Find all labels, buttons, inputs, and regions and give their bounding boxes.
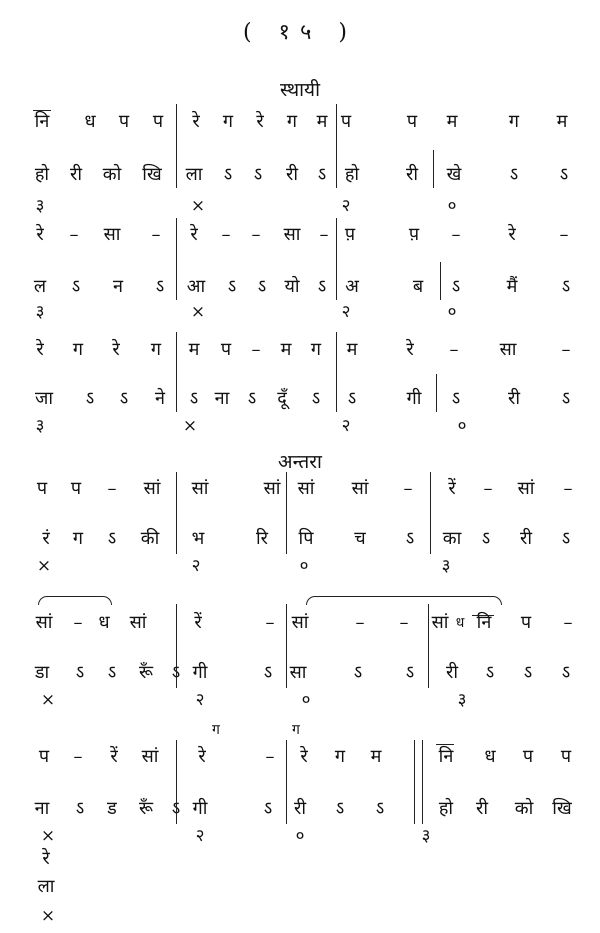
swar-note: – xyxy=(563,612,573,633)
swar-note: नि xyxy=(476,612,492,633)
bol-syllable: ना xyxy=(214,388,230,409)
swar-note: ग xyxy=(508,111,520,132)
tal-mark: २ xyxy=(195,826,205,846)
bol-syllable: ऽ xyxy=(509,164,519,185)
tal-mark: ३ xyxy=(441,556,451,576)
bol-syllable: ऽ xyxy=(451,388,461,409)
swar-note: सा xyxy=(283,224,301,245)
bol-syllable: ऽ xyxy=(227,276,237,297)
swar-note: रे xyxy=(192,111,200,132)
bol-syllable: रि xyxy=(255,528,269,549)
sthayi-line-3-bol xyxy=(0,384,600,414)
tal-mark: ० xyxy=(447,196,457,216)
tal-mark: × xyxy=(182,416,198,436)
swar-note: सां xyxy=(141,746,159,767)
vibhag-bar xyxy=(433,150,434,188)
bol-syllable: ऽ xyxy=(317,276,327,297)
swar-note: रे xyxy=(198,746,206,767)
swar-note: रे xyxy=(300,746,308,767)
vibhag-bar xyxy=(336,218,337,300)
bol-syllable: ऽ xyxy=(523,662,533,683)
sthayi-line-1-swar xyxy=(0,107,600,137)
kan-swar-above: ग xyxy=(212,722,220,738)
bol-syllable: न xyxy=(113,276,123,297)
bol-syllable: डा xyxy=(34,662,50,683)
swar-note: – xyxy=(73,746,83,767)
antara-line-3-swar xyxy=(0,742,600,772)
bol-syllable: को xyxy=(102,164,122,185)
bol-syllable: रूँ xyxy=(139,798,153,819)
swar-note: रे xyxy=(190,224,198,245)
bol-syllable: ऽ xyxy=(451,276,461,297)
swar-note: रे xyxy=(406,339,414,360)
bol-syllable: ऽ xyxy=(317,164,327,185)
swar-note: – xyxy=(151,224,161,245)
tal-mark: × xyxy=(190,302,206,322)
sthayi-line-3-swar xyxy=(0,335,600,365)
swar-note: ध xyxy=(484,746,496,767)
swar-note: ग xyxy=(150,339,162,360)
vibhag-bar xyxy=(176,740,177,824)
bol-syllable: ऽ xyxy=(405,528,415,549)
swar-note: – xyxy=(107,478,117,499)
swar-note: ग xyxy=(286,111,298,132)
bol-syllable: ऽ xyxy=(257,276,267,297)
bol-syllable: ऽ xyxy=(119,388,129,409)
vibhag-bar xyxy=(176,604,177,688)
bol-syllable: ऽ xyxy=(263,798,273,819)
bol-syllable: री xyxy=(293,798,307,819)
swar-note: – xyxy=(449,339,459,360)
bol-syllable: ड xyxy=(107,798,117,819)
vibhag-bar xyxy=(176,218,177,300)
sthayi-line-2-tal xyxy=(0,302,600,322)
swar-note: सां xyxy=(297,478,315,499)
swar-note: – xyxy=(483,478,493,499)
bol-syllable: ऽ xyxy=(335,798,345,819)
bol-syllable: ऽ xyxy=(155,276,165,297)
bol-syllable: ऽ xyxy=(375,798,385,819)
tal-mark: × xyxy=(40,690,56,710)
swar-note: नि xyxy=(34,111,50,132)
tal-mark: × xyxy=(36,556,52,576)
section-title-antara: अन्तरा xyxy=(278,451,322,473)
swar-note: – xyxy=(355,612,365,633)
bol-syllable: जा xyxy=(34,388,54,409)
swar-note: सां xyxy=(431,612,449,633)
tal-mark: ० xyxy=(457,416,467,436)
antara-line-2-swar xyxy=(0,608,600,638)
bol-syllable: री xyxy=(475,798,489,819)
bol-syllable: ऽ xyxy=(561,528,571,549)
swar-note: – xyxy=(559,224,569,245)
bol-syllable: यो xyxy=(284,276,300,297)
swar-note: सा xyxy=(103,224,121,245)
tal-mark: ३ xyxy=(35,196,45,216)
swar-note: – xyxy=(73,612,83,633)
sthayi-line-3-tal xyxy=(0,416,600,436)
bol-syllable: ऽ xyxy=(263,662,273,683)
bol-syllable: री xyxy=(405,164,419,185)
swar-note: रे xyxy=(42,848,50,869)
bol-syllable: आ xyxy=(186,276,206,297)
bol-syllable: ऽ xyxy=(247,388,257,409)
swar-note: ध xyxy=(98,612,110,633)
swar-note: सां xyxy=(191,478,209,499)
bol-syllable: ऽ xyxy=(71,276,81,297)
vibhag-bar xyxy=(176,472,177,554)
swar-note: प़ xyxy=(408,224,420,245)
vibhag-bar xyxy=(428,604,429,688)
sthayi-line-2-bol xyxy=(0,272,600,302)
tal-mark: ३ xyxy=(35,302,45,322)
swar-note: प xyxy=(36,478,48,499)
bol-syllable: ऽ xyxy=(561,388,571,409)
antara-line-1-bol xyxy=(0,524,600,554)
swar-note: म xyxy=(370,746,382,767)
bol-syllable: को xyxy=(514,798,534,819)
swar-note: रे xyxy=(508,224,516,245)
bol-syllable: दूँ xyxy=(277,388,287,409)
bol-syllable: गी xyxy=(192,662,208,683)
meend-arc xyxy=(38,596,112,605)
swar-note: ग xyxy=(334,746,346,767)
swar-note: – xyxy=(399,612,409,633)
bol-syllable: गी xyxy=(406,388,422,409)
tal-mark: ० xyxy=(295,826,305,846)
swar-note: रे xyxy=(36,339,44,360)
antara-line-1-swar xyxy=(0,474,600,504)
bol-syllable: हो xyxy=(34,164,50,185)
bol-syllable: खि xyxy=(142,164,162,185)
bol-syllable: ऽ xyxy=(75,798,85,819)
swar-note: – xyxy=(251,339,261,360)
swar-note: ग xyxy=(222,111,234,132)
antara-line-3-tal xyxy=(0,826,600,846)
bol-syllable: ऽ xyxy=(107,528,117,549)
swar-note: म xyxy=(316,111,328,132)
tal-mark: ० xyxy=(447,302,457,322)
vibhag-bar xyxy=(336,104,337,188)
swar-note: – xyxy=(251,224,261,245)
bol-syllable: री xyxy=(285,164,299,185)
bol-syllable: री xyxy=(519,528,533,549)
vibhag-bar xyxy=(440,262,441,300)
swar-note: म xyxy=(346,339,358,360)
swar-note: प xyxy=(560,746,572,767)
bol-syllable: री xyxy=(445,662,459,683)
swar-note: रे xyxy=(36,224,44,245)
sthayi-line-1-tal xyxy=(0,196,600,216)
swar-note: सां xyxy=(35,612,53,633)
swar-note: सां xyxy=(129,612,147,633)
antara-line-3-bol xyxy=(0,794,600,824)
bol-syllable: ब xyxy=(412,276,424,297)
swar-note: ग xyxy=(310,339,322,360)
bol-syllable: भ xyxy=(191,528,205,549)
page-number: ( १५ ) xyxy=(242,20,358,45)
swar-note: सा xyxy=(499,339,517,360)
swar-note: – xyxy=(69,224,79,245)
tal-mark: × xyxy=(40,826,56,846)
swar-note: प xyxy=(340,111,352,132)
swar-note: सां xyxy=(143,478,161,499)
swar-note: म xyxy=(446,111,458,132)
kan-swar: ध xyxy=(455,615,465,631)
tal-mark: ३ xyxy=(35,416,45,436)
swar-note: प xyxy=(522,746,534,767)
bol-syllable: गी xyxy=(192,798,208,819)
bol-syllable: ऽ xyxy=(559,164,569,185)
bol-syllable: खि xyxy=(552,798,572,819)
bol-syllable: च xyxy=(354,528,366,549)
vibhag-bar xyxy=(430,472,431,554)
bol-syllable: हो xyxy=(438,798,454,819)
vibhag-bar xyxy=(286,604,287,688)
swar-note: म xyxy=(556,111,568,132)
vibhag-bar xyxy=(436,374,437,412)
antara-line-1-tal xyxy=(0,556,600,576)
vibhag-bar xyxy=(414,740,415,824)
swar-note: – xyxy=(563,478,573,499)
ending-bol-row xyxy=(0,874,600,900)
vibhag-bar xyxy=(176,104,177,188)
bol-syllable: रं xyxy=(42,528,50,549)
swar-note: प़ xyxy=(344,224,356,245)
ending-swar-row xyxy=(0,846,600,872)
bol-syllable: ऽ xyxy=(85,388,95,409)
bol-syllable: ऽ xyxy=(171,798,181,819)
bol-syllable: ऽ xyxy=(311,388,321,409)
swar-note: प xyxy=(118,111,130,132)
bol-syllable: री xyxy=(507,388,521,409)
bol-syllable: ऽ xyxy=(561,276,571,297)
bol-syllable: ला xyxy=(185,164,203,185)
swar-note: – xyxy=(403,478,413,499)
tal-mark: × xyxy=(190,196,206,216)
swar-note: प xyxy=(70,478,82,499)
bol-syllable: हो xyxy=(344,164,360,185)
swar-note: सां xyxy=(291,612,309,633)
vibhag-bar xyxy=(336,332,337,412)
bol-syllable: ना xyxy=(34,798,50,819)
kan-swar-above: ग xyxy=(292,722,300,738)
swar-note: प xyxy=(406,111,418,132)
bol-syllable: ऽ xyxy=(353,662,363,683)
bol-syllable: रूँ xyxy=(139,662,153,683)
bol-syllable: मैं xyxy=(506,276,518,297)
bol-syllable: ऽ xyxy=(561,662,571,683)
tal-mark: २ xyxy=(341,416,351,436)
tal-mark: × xyxy=(40,906,56,926)
bol-syllable: की xyxy=(140,528,160,549)
bol-syllable: पि xyxy=(298,528,314,549)
tal-mark: २ xyxy=(191,556,201,576)
meend-arc xyxy=(306,596,502,605)
swar-note: – xyxy=(319,224,329,245)
swar-note: प xyxy=(38,746,50,767)
sthayi-line-1-bol xyxy=(0,160,600,190)
swar-note: रें xyxy=(448,478,456,499)
vibhag-bar xyxy=(286,472,287,554)
bol-syllable: ऽ xyxy=(189,388,199,409)
tal-mark: ० xyxy=(299,556,309,576)
bol-syllable: ऽ xyxy=(171,662,181,683)
bol-syllable: अ xyxy=(345,276,359,297)
tal-mark: २ xyxy=(195,690,205,710)
antara-line-2-tal xyxy=(0,690,600,710)
swar-note: रे xyxy=(256,111,264,132)
tal-mark: ३ xyxy=(421,826,431,846)
section-title-sthayi: स्थायी xyxy=(279,79,320,101)
bol-syllable: खे xyxy=(446,164,462,185)
swar-note: रें xyxy=(110,746,118,767)
swar-note: ग xyxy=(72,339,84,360)
swar-note: म xyxy=(280,339,292,360)
bol-syllable: ऽ xyxy=(223,164,233,185)
bol-syllable: ऽ xyxy=(253,164,263,185)
bol-syllable: री xyxy=(69,164,83,185)
vibhag-bar xyxy=(176,332,177,412)
bol-syllable: ऽ xyxy=(75,662,85,683)
bol-syllable: ऽ xyxy=(485,662,495,683)
sthayi-line-2-swar xyxy=(0,220,600,250)
swar-note: – xyxy=(265,612,275,633)
bol-syllable: ऽ xyxy=(347,388,357,409)
swar-note: – xyxy=(561,339,571,360)
bol-syllable: ऽ xyxy=(107,662,117,683)
swar-note: – xyxy=(451,224,461,245)
swar-note: प xyxy=(520,612,532,633)
swar-note: नि xyxy=(438,746,454,767)
swar-note: सां xyxy=(517,478,535,499)
swar-note: प xyxy=(220,339,232,360)
bol-syllable: ऽ xyxy=(481,528,491,549)
swar-note: रें xyxy=(194,612,202,633)
swar-note: – xyxy=(221,224,231,245)
bol-syllable: सा xyxy=(289,662,307,683)
swar-note: रे xyxy=(112,339,120,360)
swar-note: प xyxy=(152,111,164,132)
swar-note: ध xyxy=(84,111,96,132)
bol-syllable: का xyxy=(442,528,462,549)
swar-note: – xyxy=(265,746,275,767)
bol-syllable: ल xyxy=(33,276,47,297)
tal-mark: ३ xyxy=(457,690,467,710)
swar-note: सां xyxy=(351,478,369,499)
tal-mark: २ xyxy=(341,302,351,322)
swar-note: म xyxy=(188,339,200,360)
bol-syllable: ऽ xyxy=(405,662,415,683)
bol-syllable: ला xyxy=(37,876,55,897)
bol-syllable: ने xyxy=(155,388,165,409)
ending-tal-row xyxy=(0,906,600,926)
antara-line-2-bol xyxy=(0,658,600,688)
tal-mark: ० xyxy=(301,690,311,710)
vibhag-bar xyxy=(422,740,423,824)
bol-syllable: ग xyxy=(72,528,84,549)
tal-mark: २ xyxy=(341,196,351,216)
vibhag-bar xyxy=(286,740,287,824)
swar-note: सां xyxy=(263,478,281,499)
